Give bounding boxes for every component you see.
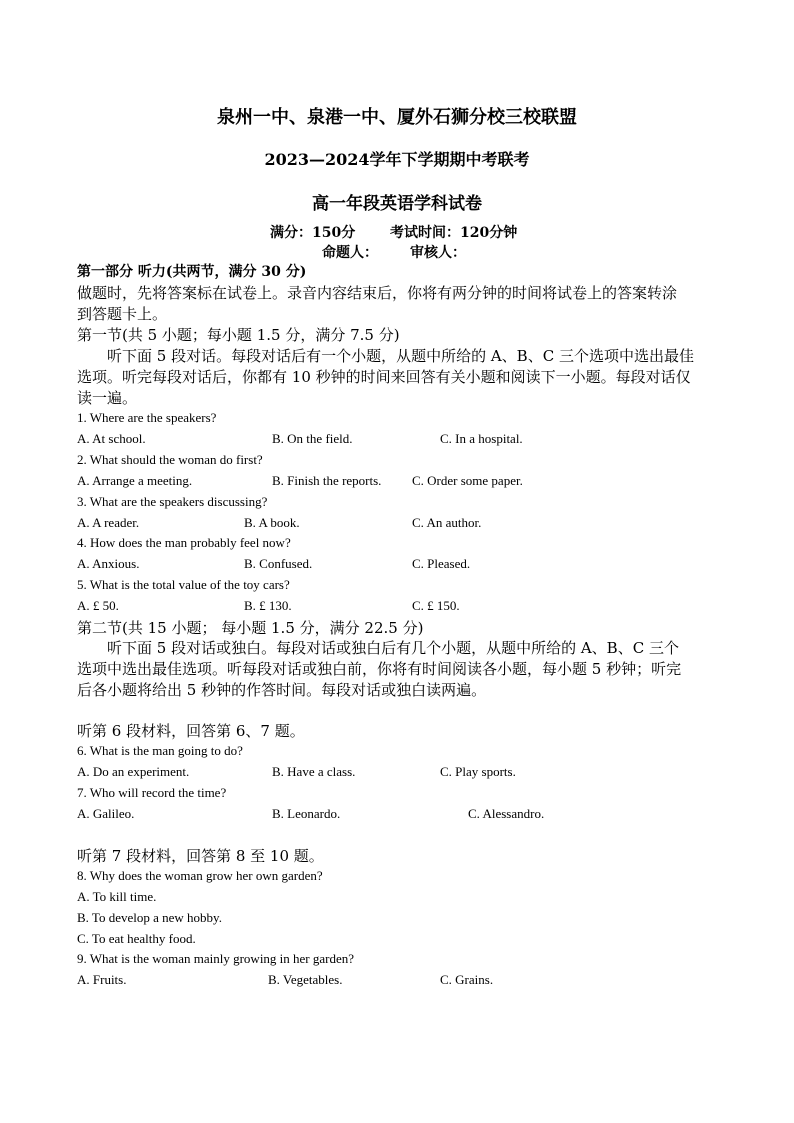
option-c: C. To eat healthy food. bbox=[77, 931, 196, 946]
question-stem: 6. What is the man going to do? bbox=[77, 743, 243, 758]
part1-intro-line2: 到答题卡上。 bbox=[77, 305, 168, 323]
reviewer-label: 审核人： bbox=[410, 245, 466, 261]
section1-heading: 第一节(共 5 小题；每小题 1.5 分，满分 7.5 分) bbox=[77, 326, 400, 344]
option-c: C. Play sports. bbox=[440, 764, 516, 779]
question-stem: 3. What are the speakers discussing? bbox=[77, 494, 268, 509]
material7-heading: 听第 7 段材料，回答第 8 至 10 题。 bbox=[77, 847, 324, 865]
section2-heading: 第二节(共 15 小题； 每小题 1.5 分，满分 22.5 分) bbox=[77, 619, 424, 637]
option-a: A. Arrange a meeting. bbox=[77, 473, 193, 488]
section1-instr-line1: 听下面 5 段对话。每段对话后有一个小题，从题中所给的 A、B、C 三个选项中选出最佳 bbox=[107, 347, 694, 365]
option-c: C. An author. bbox=[412, 515, 482, 530]
option-a: A. At school. bbox=[77, 431, 146, 446]
option-c: C. £ 150. bbox=[412, 598, 460, 613]
question-stem: 2. What should the woman do first? bbox=[77, 452, 263, 467]
option-b: B. Confused. bbox=[244, 556, 313, 571]
option-c: C. Pleased. bbox=[412, 556, 471, 571]
exam-time: 考试时间：120分钟 bbox=[390, 225, 518, 241]
option-a: A. Do an experiment. bbox=[77, 764, 190, 779]
option-a: A. To kill time. bbox=[77, 889, 157, 904]
full-score: 满分：150分 bbox=[270, 225, 356, 241]
option-a: A. £ 50. bbox=[77, 598, 119, 613]
option-b: B. Finish the reports. bbox=[272, 473, 382, 488]
question-stem: 5. What is the total value of the toy cars? bbox=[77, 577, 290, 592]
section2-instr-line2: 选项中选出最佳选项。听每段对话或独白前，你将有时间阅读各小题，每小题 5 秒钟；听完 bbox=[77, 660, 682, 678]
question-stem: 7. Who will record the time? bbox=[77, 785, 227, 800]
option-a: A. Fruits. bbox=[77, 972, 127, 987]
option-c: C. Grains. bbox=[440, 972, 494, 987]
part1-heading: 第一部分 听力(共两节，满分 30 分) bbox=[77, 264, 307, 280]
option-c: C. Alessandro. bbox=[468, 806, 545, 821]
section2-instr-line3: 后各小题将给出 5 秒钟的作答时间。每段对话或独白读两遍。 bbox=[77, 681, 487, 699]
school-alliance-title: 泉州一中、泉港一中、厦外石狮分校三校联盟 bbox=[217, 107, 577, 128]
term-title: 2023—2024学年下学期期中考联考 bbox=[264, 150, 530, 169]
option-b: B. Leonardo. bbox=[272, 806, 341, 821]
exam-title: 高一年段英语学科试卷 bbox=[312, 194, 482, 214]
option-c: C. Order some paper. bbox=[412, 473, 523, 488]
section2-instr-line1: 听下面 5 段对话或独白。每段对话或独白后有几个小题，从题中所给的 A、B、C 三个 bbox=[107, 639, 679, 657]
question-stem: 8. Why does the woman grow her own garden? bbox=[77, 868, 323, 883]
question-stem: 9. What is the woman mainly growing in her garden? bbox=[77, 951, 355, 966]
option-a: A. Galileo. bbox=[77, 806, 135, 821]
question-stem: 4. How does the man probably feel now? bbox=[77, 535, 291, 550]
material6-heading: 听第 6 段材料，回答第 6、7 题。 bbox=[77, 722, 305, 740]
option-a: A. Anxious. bbox=[77, 556, 140, 571]
option-b: B. To develop a new hobby. bbox=[77, 910, 222, 925]
option-b: B. Vegetables. bbox=[268, 972, 343, 987]
section1-instr-line2: 选项。听完每段对话后，你都有 10 秒钟的时间来回答有关小题和阅读下一小题。每段对话仅 bbox=[77, 368, 691, 386]
section1-instr-line3: 读一遍。 bbox=[77, 389, 138, 407]
option-b: B. A book. bbox=[244, 515, 300, 530]
option-b: B. £ 130. bbox=[244, 598, 292, 613]
option-a: A. A reader. bbox=[77, 515, 140, 530]
option-b: B. Have a class. bbox=[272, 764, 356, 779]
setter-label: 命题人： bbox=[322, 245, 378, 261]
question-stem: 1. Where are the speakers? bbox=[77, 410, 217, 425]
option-b: B. On the field. bbox=[272, 431, 353, 446]
option-c: C. In a hospital. bbox=[440, 431, 523, 446]
part1-intro-line1: 做题时，先将答案标在试卷上。录音内容结束后，你将有两分钟的时间将试卷上的答案转涂 bbox=[77, 284, 678, 302]
